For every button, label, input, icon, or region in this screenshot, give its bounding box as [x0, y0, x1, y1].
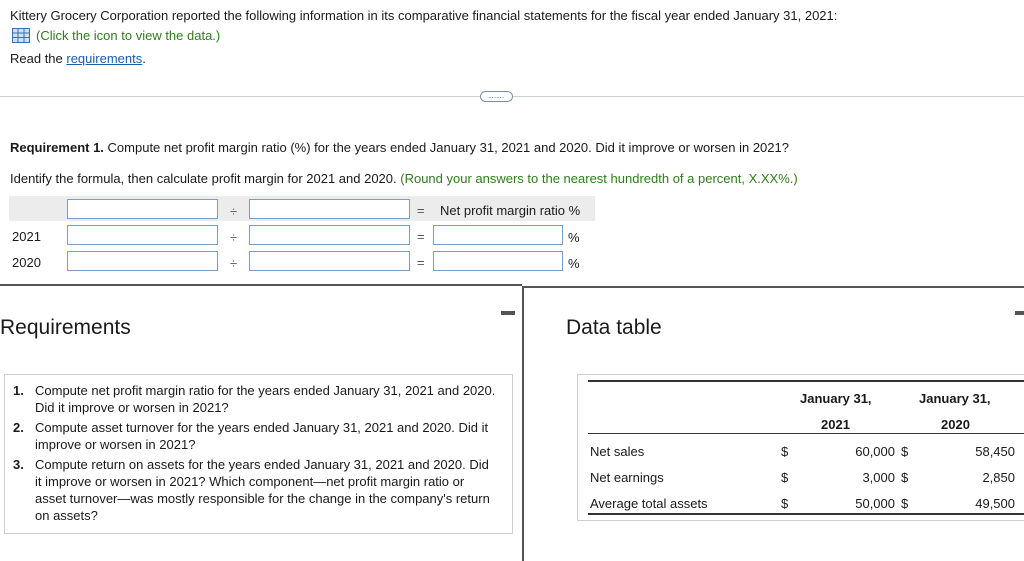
net-sales-2021-input[interactable] [249, 225, 410, 245]
currency-symbol: $ [901, 444, 909, 459]
list-item: 1. Compute net profit margin ratio for the years ended January 31, 2021 and 2020. Did it improve or worsen in 2021? [13, 383, 496, 415]
column-header-2021-year: 2021 [821, 417, 850, 432]
currency-symbol: $ [781, 444, 789, 459]
equals-symbol: = [417, 229, 425, 244]
view-data-label[interactable]: (Click the icon to view the data.) [36, 28, 221, 43]
currency-symbol: $ [901, 496, 909, 511]
requirements-list-box [4, 374, 513, 534]
minimize-icon[interactable] [1015, 311, 1024, 315]
table-row-label: Net earnings [590, 470, 664, 485]
table-row-label: Net sales [590, 444, 645, 459]
net-earnings-2020-input[interactable] [67, 251, 218, 271]
minimize-icon[interactable] [501, 311, 515, 315]
margin-2020-input[interactable] [433, 251, 563, 271]
read-prefix: Read the [10, 51, 67, 66]
value-2021: 3,000 [862, 470, 895, 485]
table-grid-icon[interactable] [12, 28, 30, 43]
requirement-1-heading [10, 140, 789, 155]
identify-text: Identify the formula, then calculate profit margin for 2021 and 2020. [10, 171, 401, 186]
data-table-title: Data table [566, 316, 662, 339]
percent-unit: % [568, 256, 580, 271]
read-requirements-line [10, 51, 146, 66]
requirement-1-text: Compute net profit margin ratio (%) for the years ended January 31, 2021 and 2020. Did it improve or worsen in 2021? [103, 140, 789, 155]
rounding-hint: (Round your answers to the nearest hundredth of a percent, X.XX%.) [400, 171, 798, 186]
requirements-window-top-border [0, 284, 522, 286]
currency-symbol: $ [781, 496, 789, 511]
column-header-2021: January 31, [800, 391, 872, 406]
list-item: 3. Compute return on assets for the years ended January 31, 2021 and 2020. Did it improve or worsen in 2021? Which component—net profit margin ratio or asset turnover—was mostly responsible for the change in the company's return on assets? [13, 457, 490, 523]
identify-instruction [10, 171, 798, 186]
requirement-1-label: Requirement 1. [10, 140, 104, 155]
divide-symbol: ÷ [230, 230, 238, 245]
table-bottom-rule [588, 513, 1024, 515]
table-top-rule [588, 380, 1024, 382]
view-data-link[interactable] [12, 28, 220, 43]
margin-2021-input[interactable] [433, 225, 563, 245]
requirements-title: Requirements [0, 316, 131, 339]
value-2021: 60,000 [855, 444, 895, 459]
net-earnings-2021-input[interactable] [67, 225, 218, 245]
divide-symbol: ÷ [230, 256, 238, 271]
currency-symbol: $ [781, 470, 789, 485]
currency-symbol: $ [901, 470, 909, 485]
table-row-label: Average total assets [590, 496, 708, 511]
column-header-2020: January 31, [919, 391, 991, 406]
table-header-rule [588, 433, 1024, 434]
value-2021: 50,000 [855, 496, 895, 511]
divide-symbol: ÷ [230, 204, 238, 219]
formula-numerator-input[interactable] [67, 199, 218, 219]
row-year-2020: 2020 [12, 255, 41, 270]
equals-symbol: = [417, 255, 425, 270]
row-year-2021: 2021 [12, 229, 41, 244]
list-item: 2. Compute asset turnover for the years ended January 31, 2021 and 2020. Did it improve or worsen in 2021? [13, 420, 489, 452]
equals-symbol: = [417, 203, 425, 218]
percent-unit: % [568, 230, 580, 245]
column-header-2020-year: 2020 [941, 417, 970, 432]
net-profit-margin-label: Net profit margin ratio % [440, 203, 581, 218]
value-2020: 2,850 [982, 470, 1015, 485]
value-2020: 58,450 [975, 444, 1015, 459]
value-2020: 49,500 [975, 496, 1015, 511]
read-suffix: . [142, 51, 146, 66]
expand-more-button[interactable]: …… [480, 91, 513, 102]
net-sales-2020-input[interactable] [249, 251, 410, 271]
formula-denominator-input[interactable] [249, 199, 410, 219]
intro-text: Kittery Grocery Corporation reported the following information in its comparative financial statements for the fiscal year ended January 31, 2021: [10, 8, 838, 23]
requirements-link[interactable]: requirements [66, 51, 143, 66]
